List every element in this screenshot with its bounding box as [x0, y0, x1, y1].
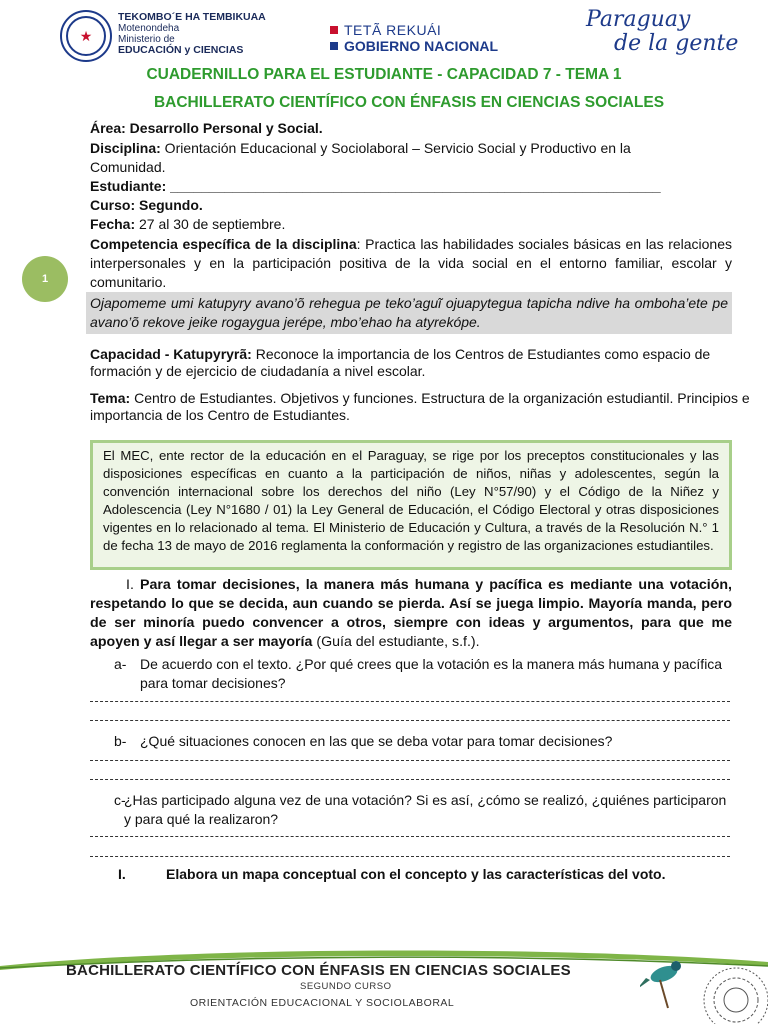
disciplina-value: Orientación Educacional y Sociolaboral – Servicio Social y Productivo en la	[160, 140, 631, 156]
red-square-icon	[330, 26, 338, 34]
fecha-label: Fecha:	[90, 216, 136, 232]
capacidad-label: Capacidad - Katupyryrã:	[90, 346, 252, 362]
curso-label: Curso: Segundo.	[90, 197, 203, 213]
gov-line1: TETÃ REKUÁI	[344, 22, 442, 38]
star-icon: ★	[66, 16, 106, 56]
gobierno-logo	[330, 22, 498, 54]
page-number-badge: 1	[22, 256, 68, 302]
fecha-row	[90, 216, 285, 233]
mec-line3: Ministerio de	[118, 34, 175, 45]
answer-line[interactable]	[90, 720, 730, 721]
capacidad-value: Reconoce la importancia de los Centros de Estudiantes como espacio de formación y de ejercicio de ciudadanía a nivel escolar.	[90, 346, 711, 379]
answer-line[interactable]	[90, 779, 730, 780]
area-label: Área: Desarrollo Personal y Social.	[90, 120, 323, 136]
disciplina-row	[90, 140, 730, 157]
guarani-competencia-text: Ojapomeme umi katupyry avano’õ rehegua pe teko’aguĩ ojuapytegua tapicha ndive ha omboha’ete pe avano’õ rekove jeike rogaygua jerépe, mbo’ehao ha atyrekópe.	[86, 292, 732, 334]
competencia-row	[90, 235, 732, 292]
section1-numeral: I.	[126, 577, 134, 593]
section2-row	[118, 866, 666, 883]
tema-row	[90, 390, 754, 424]
brand-line2: de la gente	[614, 31, 739, 56]
question-a-text: De acuerdo con el texto. ¿Por qué crees que la votación es la manera más humana y pacífica para tomar decisiones?	[140, 656, 723, 691]
estudiante-row	[90, 178, 661, 195]
mec-context-box: El MEC, ente rector de la educación en el Paraguay, se rige por los preceptos constitucionales y las disposiciones específicas en cuanto a la participación de niños, niñas y adolescentes, según la convención internacional sobre los derechos del niño (Ley N°57/90) y el Código de la Niñez y Adolescencia (Ley N°1680 / 01) la Ley General de Educación, el Código Electoral y otras disposiciones vigentes en lo relacionado al tema. El Ministerio de Educación y Cultura, a través de la Resolución N.° 1 de fecha 13 de mayo de 2016 reglamenta la conformación y registro de las organizaciones estudiantiles.	[90, 440, 732, 570]
question-c-text: ¿Has participado alguna vez de una votación? Si es así, ¿cómo se realizó, ¿quiénes participaron y para qué la realizaron?	[124, 792, 727, 827]
mec-seal-logo	[60, 10, 112, 62]
bird-and-lace-decoration	[640, 944, 768, 1024]
answer-line[interactable]	[90, 760, 730, 761]
fecha-value: 27 al 30 de septiembre.	[135, 216, 286, 232]
mec-line4: EDUCACIÓN y CIENCIAS	[118, 44, 244, 56]
brand-line1: Paraguay	[586, 7, 691, 32]
section1-citation: (Guía del estudiante, s.f.).	[312, 634, 480, 650]
mec-logo-text	[118, 12, 266, 56]
question-c	[114, 791, 730, 829]
capacidad-row	[90, 346, 720, 380]
section2-text: Elabora un mapa conceptual con el concepto y las características del voto.	[166, 866, 666, 882]
question-b-text: ¿Qué situaciones conocen en las que se deba votar para tomar decisiones?	[140, 733, 613, 749]
question-a-marker: a-	[114, 656, 127, 672]
mec-line1: TEKOMBO´E HA TEMBIKUAA	[118, 11, 266, 23]
paraguay-brand-logo	[586, 8, 738, 56]
estudiante-blank: _______________________________________________________________	[170, 178, 661, 194]
competencia-label: Competencia específica de la disciplina	[90, 236, 357, 252]
document-title: CUADERNILLO PARA EL ESTUDIANTE - CAPACIDAD 7 - TEMA 1	[146, 66, 622, 83]
section1-bold-text: Para tomar decisiones, la manera más humana y pacífica es mediante una votación, respetando lo que se decida, aun cuando se pierda. Así se juega limpio. Mayoría manda, pero de ser minoría puedo convencer a otros, siempre con ideas y argumentos, para que me apoyen y así llegar a ser mayoría	[90, 577, 732, 650]
tema-label: Tema:	[90, 390, 131, 406]
estudiante-label: Estudiante:	[90, 178, 171, 194]
question-b-marker: b-	[114, 733, 127, 749]
footer-program-title: BACHILLERATO CIENTÍFICO CON ÉNFASIS EN CIENCIAS SOCIALES	[66, 962, 571, 979]
gov-line2: GOBIERNO NACIONAL	[344, 38, 498, 54]
mec-line2: Motenondeha	[118, 23, 180, 34]
question-b	[114, 732, 730, 751]
blue-square-icon	[330, 42, 338, 50]
answer-line[interactable]	[90, 701, 730, 702]
answer-line[interactable]	[90, 836, 730, 837]
question-a	[114, 655, 730, 693]
footer-course: SEGUNDO CURSO	[300, 981, 392, 992]
competencia-value: : Practica las habilidades sociales básicas en las relaciones interpersonales y en la participación positiva de la vida social en el entorno familiar, escolar y comunitario.	[90, 236, 733, 290]
section2-numeral: I.	[118, 866, 126, 882]
footer-subject: ORIENTACIÓN EDUCACIONAL Y SOCIOLABORAL	[190, 997, 455, 1009]
disciplina-label: Disciplina:	[90, 140, 161, 156]
document-subtitle: BACHILLERATO CIENTÍFICO CON ÉNFASIS EN CIENCIAS SOCIALES	[153, 94, 665, 111]
section1-paragraph	[90, 576, 732, 652]
tema-value: Centro de Estudiantes. Objetivos y funciones. Estructura de la organización estudiantil. Principios e importancia de los Centro de Estudiantes.	[90, 390, 750, 423]
question-c-marker: c-	[114, 792, 126, 808]
answer-line[interactable]	[90, 856, 730, 857]
disciplina-value-cont: Comunidad.	[90, 159, 166, 175]
